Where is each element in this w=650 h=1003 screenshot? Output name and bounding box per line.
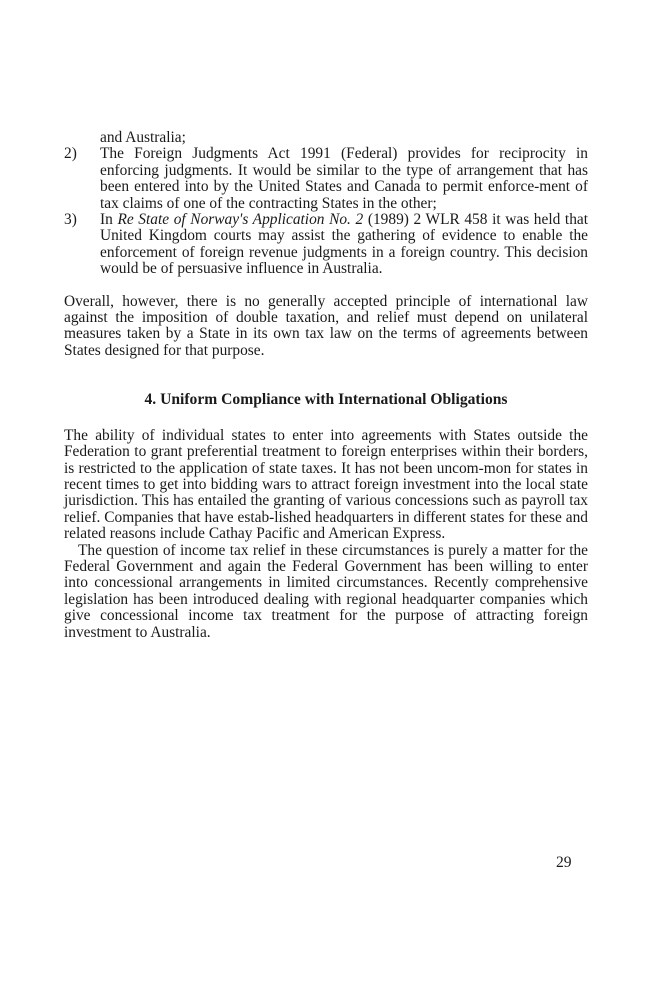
list-item-text: The Foreign Judgments Act 1991 (Federal) provides for reciprocity in enforcing judgments. It would be similar to the type of arrangement that has been entered into by the United States and Canada to permit enforce-ment of tax claims of one of the contracting States in the other; — [100, 145, 588, 212]
page-body — [64, 130, 588, 641]
section-heading: 4. Uniform Compliance with International Obligations — [144, 391, 508, 409]
section-paragraph: The question of income tax relief in these circumstances is purely a matter for the Federal Government and again the Federal Government has been willing to enter into concessional arrangements in limited circumstances. Recently comprehensive legislation has been introduced dealing with regional headquarter companies which give concessional income tax treatment for the purpose of attracting foreign investment to Australia. — [64, 541, 588, 641]
case-citation: Re State of Norway's Application No. 2 — [117, 211, 364, 229]
list-continuation: and Australia; — [100, 129, 186, 146]
list-item-number: 3) — [64, 211, 77, 229]
list-item-text: (1989) 2 WLR 458 it was held that United Kingdom courts may assist the gathering of evidence to enable the enforcement of foreign revenue judgments in a foreign country. This decision would be of persuasive influence in Australia. — [100, 211, 589, 278]
section-paragraph: The ability of individual states to enter into agreements with States outside the Federation to grant preferential treatment to foreign enterprises within their borders, is restricted to the application of state taxes. It has not been uncom-mon for states in recent times to get into bidding wars to attract foreign investment into the local state jurisdiction. This has entailed the granting of various concessions such as payroll tax relief. Companies that have estab-lished headquarters in different states for these and related reasons include Cathay Pacific and American Express. — [64, 426, 588, 543]
list-item — [64, 146, 588, 212]
list-item-number: 2) — [64, 145, 77, 163]
list-item — [64, 212, 588, 278]
paragraph-overall: Overall, however, there is no generally accepted principle of international law against the imposition of double taxation, and relief must depend on unilateral measures taken by a State in its own tax law on the terms of agreements between States designed for that purpose. — [64, 292, 588, 359]
list-item-lead: In — [100, 211, 118, 229]
page-number: 29 — [556, 854, 572, 871]
